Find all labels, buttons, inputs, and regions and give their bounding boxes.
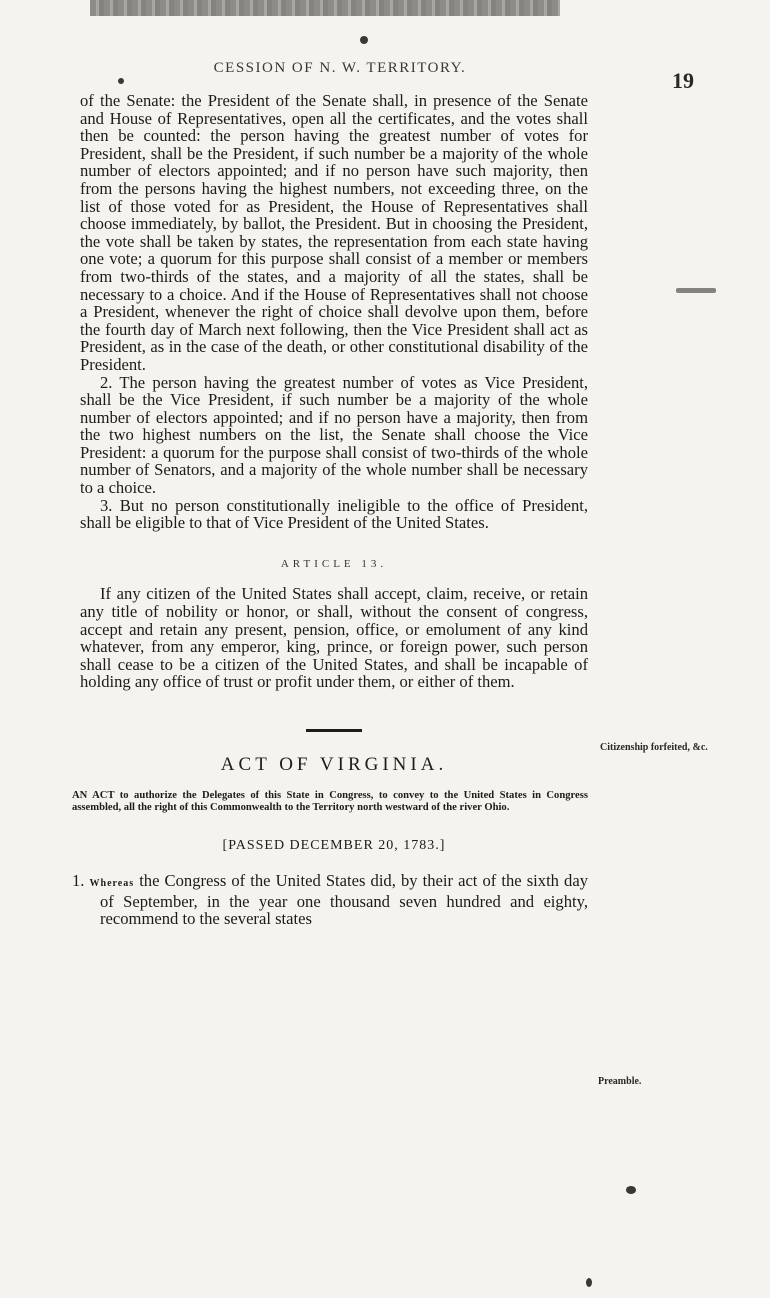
act-title: ACT OF VIRGINIA. bbox=[220, 754, 448, 775]
whereas-word: Whereas bbox=[89, 878, 135, 890]
scan-speck bbox=[626, 1186, 636, 1194]
scan-speck bbox=[676, 288, 716, 293]
body-text bbox=[72, 91, 589, 929]
paragraph-senate-count: of the Senate: the President of the Senate shall, in presence of the Senate and House of Representatives, open all the certificates, and the votes shall then be counted: the person having the greatest number of votes for President, shall be the President, if such number be a majority of the whole number of electors appointed; and if no person have such majority, then from the persons having the highest numbers, not exceeding three, on the list of those voted for as President, the House of Representatives shall choose immediately, by ballot, the President. But in choosing the President, the vote shall be taken by states, the representation from each state having one vote; a quorum for this purpose shall consist of a member or members from two-thirds of the states, and a majority of all the states, shall be necessary to a choice. And if the House of Representatives shall not choose a President, whenever the right of choice shall devolve upon them, before the fourth day of March next following, then the Vice President shall act as President, as in the case of the death, or other constitutional disability of the President. bbox=[80, 91, 588, 374]
scan-speck bbox=[118, 78, 124, 84]
paragraph-vice-president: 2. The person having the greatest number of votes as Vice President, shall be the Vice President, if such number be a majority of the whole number of electors appointed; and if no person have a majority, then from the two highest numbers on the list, the Senate shall choose the Vice President: a quorum for the purpose shall consist of two-thirds of the whole number of Senators, and a majority of the whole number shall be necessary to a choice. bbox=[80, 372, 588, 498]
preamble-paragraph bbox=[72, 871, 589, 929]
scan-speck bbox=[360, 36, 368, 44]
article-paragraph: If any citizen of the United States shall accept, claim, receive, or retain any title of nobility or honor, or shall, without the consent of congress, accept and retain any present, pension, office, or emolument of any kind whatever, from any emperor, king, prince, or foreign power, such person shall cease to be a citizen of the United States, and shall be incapable of holding any office of trust or profit under them, or either of them. bbox=[80, 584, 588, 692]
scan-top-edge bbox=[90, 0, 560, 16]
passed-date: [PASSED DECEMBER 20, 1783.] bbox=[222, 837, 446, 853]
margin-note-citizenship: Citizenship forfeited, &c. bbox=[600, 742, 708, 753]
scan-speck bbox=[586, 1278, 592, 1287]
act-summary: AN ACT to authorize the Delegates of this State in Congress, to convey to the United States in Congress assembled, all the right of this Commonwealth to the Territory north westward of the river Ohio. bbox=[72, 789, 588, 814]
preamble-text: the Congress of the United States did, by their act of the sixth day of September, in the year one thousand seven hundred and eighty, recommend to the several states bbox=[100, 871, 589, 929]
paragraph-ineligible: 3. But no person constitutionally ineligible to the office of President, shall be eligible to that of Vice President of the United States. bbox=[80, 495, 588, 533]
article-heading: ARTICLE 13. bbox=[280, 557, 388, 570]
margin-note-preamble: Preamble. bbox=[598, 1076, 642, 1087]
section-divider bbox=[306, 729, 362, 732]
running-head: CESSION OF N. W. TERRITORY. bbox=[213, 60, 467, 76]
page-number: 19 bbox=[672, 68, 694, 93]
paragraph-number: 1. bbox=[72, 871, 85, 891]
